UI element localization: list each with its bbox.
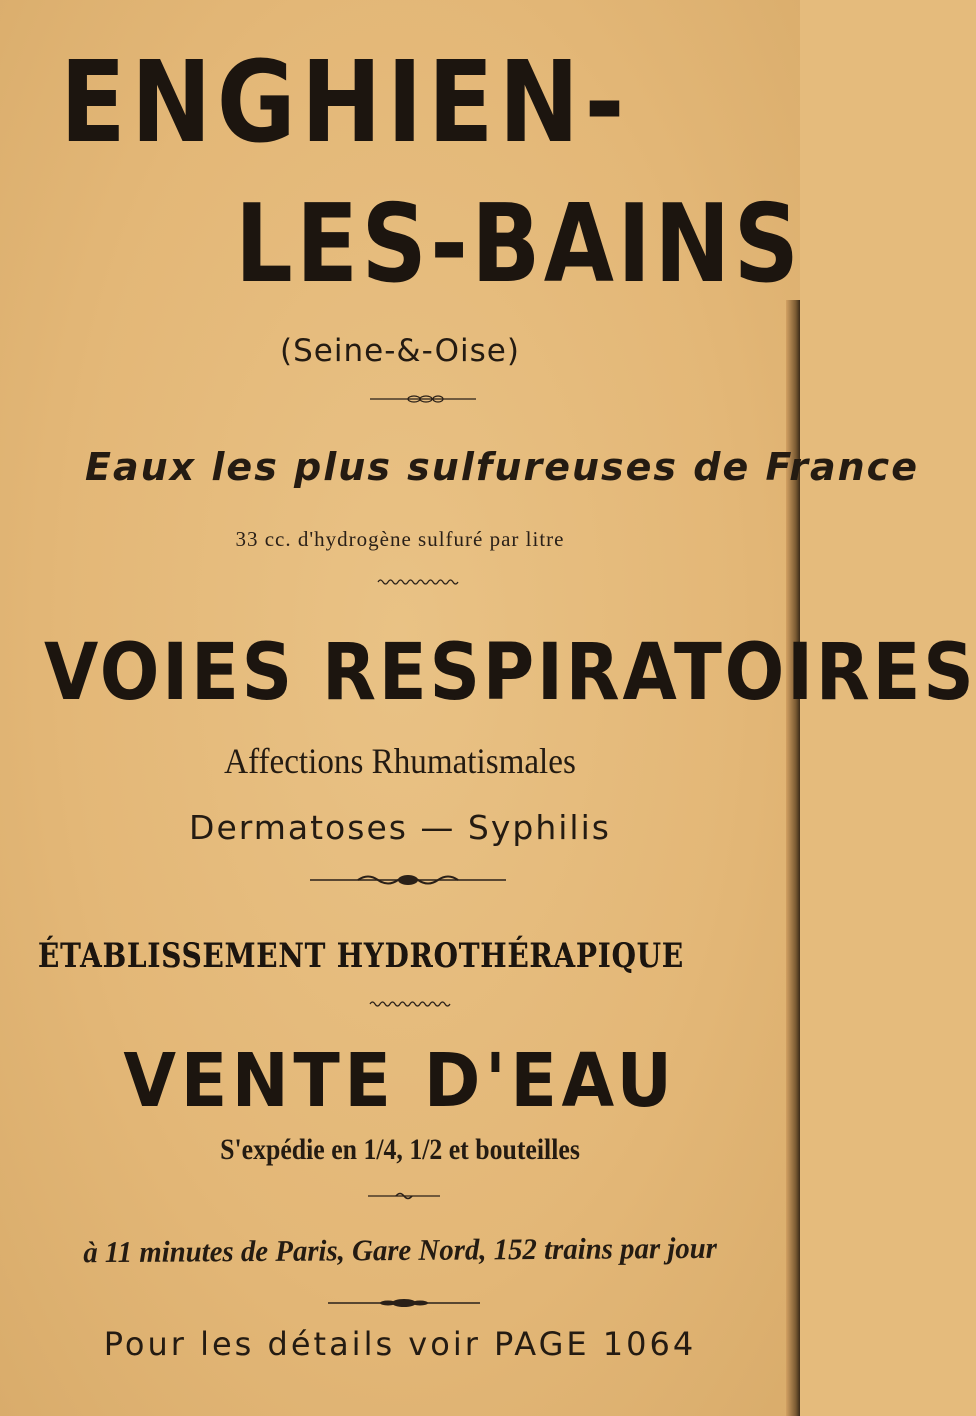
- ornament-divider-1: [370, 392, 476, 406]
- access-info: à 11 minutes de Paris, Gare Nord, 152 trains par jour: [83, 1231, 718, 1270]
- ornament-divider-2: [310, 872, 506, 888]
- ornament-divider-3: [368, 1190, 440, 1202]
- respiratory-headline: VOIES RESPIRATOIRES: [44, 628, 976, 718]
- indication-line-2: Dermatoses — Syphilis: [189, 808, 611, 847]
- water-sale-detail: S'expédie en 1/4, 1/2 et bouteilles: [220, 1133, 580, 1166]
- wavy-divider-2: [370, 1000, 448, 1008]
- wavy-divider-1: [378, 578, 458, 586]
- waters-detail: 33 cc. d'hydrogène sulfuré par litre: [235, 527, 565, 551]
- establishment-name: ÉTABLISSEMENT HYDROTHÉRAPIQUE: [38, 936, 684, 976]
- footer-reference: Pour les détails voir PAGE 1064: [103, 1325, 697, 1363]
- title-line-1: ENGHIEN-: [60, 38, 630, 168]
- subtitle-region: (Seine-&-Oise): [280, 333, 520, 369]
- water-sale-headline: VENTE D'EAU: [123, 1038, 677, 1124]
- title-line-2: LES-BAINS: [235, 182, 803, 307]
- waters-slogan: Eaux les plus sulfureuses de France: [85, 445, 919, 489]
- indication-line-1: Affections Rhumatismales: [224, 741, 576, 781]
- ornament-divider-4: [328, 1296, 480, 1310]
